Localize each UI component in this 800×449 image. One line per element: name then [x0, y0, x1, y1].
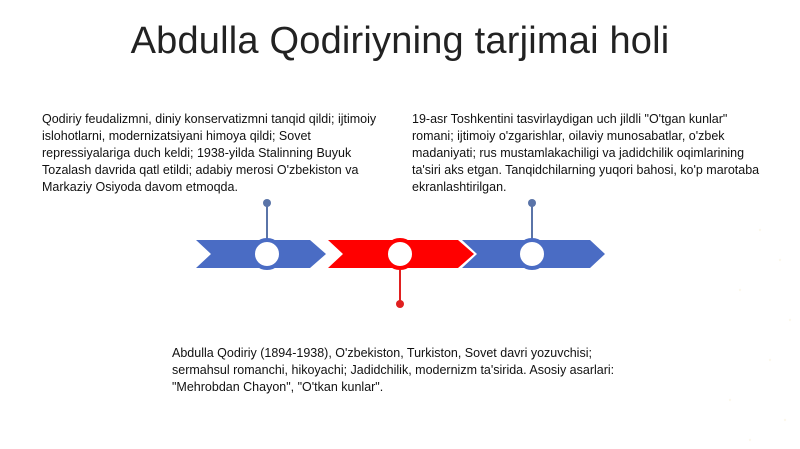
timeline-node-3 [518, 240, 546, 268]
timeline-node-1 [253, 240, 281, 268]
left-text-block: Qodiriy feudalizmni, diniy konservatizmni tanqid qildi; ijtimoiy islohotlarni, modernizatsiyani himoya qildi; Sovet repressiyalariga duch keldi; 1938-yilda Stalinning Buyuk Tozalash davrida qatl etildi; adabiy merosi O'zbekiston va Markaziy Osiyoda davom etmoqda. [42, 112, 377, 194]
timeline-node-2 [386, 240, 414, 268]
background-pattern [640, 200, 800, 449]
slide-title: Abdulla Qodiriyning tarjimai holi [130, 20, 670, 62]
right-text-block: 19-asr Toshkentini tasvirlaydigan uch jildli "O'tgan kunlar" romani; ijtimoiy o'zgarishlar, oilaviy munosabatlar, o'zbek madaniyati; rus mustamlakachiligi va jadidchilik oqimlarining ta'siri aks etgan. Tanqidchilarning yuqori bahosi, ko'p marotaba ekranlashtirilgan. [412, 112, 760, 194]
bottom-text-block: Abdulla Qodiriy (1894-1938), O'zbekiston, Turkiston, Sovet davri yozuvchisi; sermahsul romanchi, hikoyachi; Jadidchilik, modernizm ta'sirida. Asosiy asarlari: "Mehrobdan Chayon", "O'tkan kunlar". [172, 346, 615, 394]
bottom-stem-dot [396, 300, 404, 308]
right-stem-dot [528, 199, 536, 207]
left-stem-dot [263, 199, 271, 207]
